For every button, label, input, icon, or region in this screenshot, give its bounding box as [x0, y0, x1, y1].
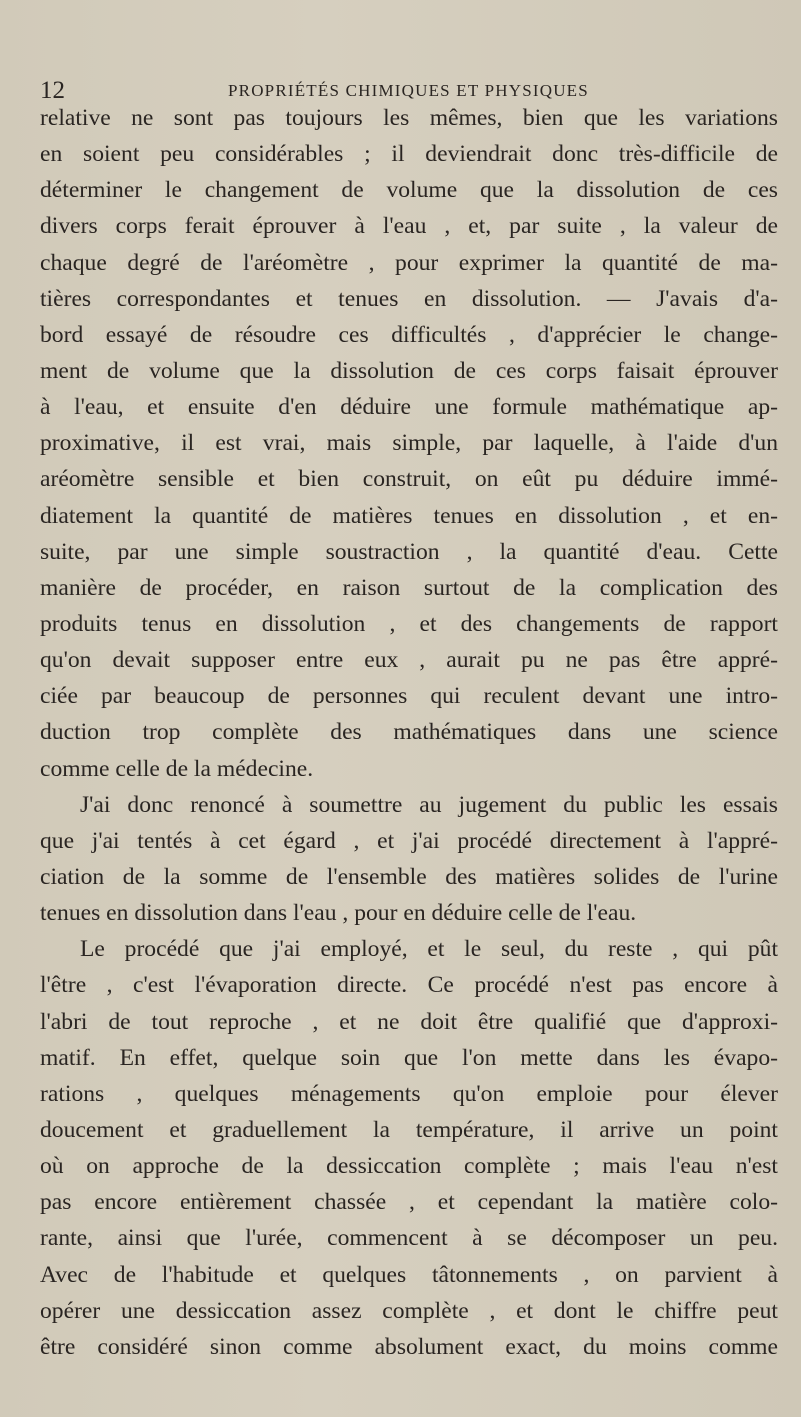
text-line: manière de procéder, en raison surtout de la complication des	[40, 574, 778, 601]
text-line: pas encore entièrement chassée , et cependant la matière colo-	[40, 1189, 778, 1216]
text-line: ment de volume que la dissolution de ces corps faisait éprouver	[40, 357, 778, 384]
text-line: à l'eau, et ensuite d'en déduire une formule mathématique ap-	[40, 394, 778, 421]
text-line: que j'ai tentés à cet égard , et j'ai procédé directement à l'appré-	[40, 827, 778, 854]
text-line: duction trop complète des mathématiques dans une science	[40, 719, 778, 746]
text-line: matif. En effet, quelque soin que l'on mette dans les évapo-	[40, 1044, 778, 1071]
text-line: ciation de la somme de l'ensemble des matières solides de l'urine	[40, 863, 778, 890]
text-line: divers corps ferait éprouver à l'eau , et, par suite , la valeur de	[40, 213, 778, 240]
text-line: tenues en dissolution dans l'eau , pour en déduire celle de l'eau.	[40, 900, 637, 927]
text-line: tières correspondantes et tenues en dissolution. — J'avais d'a-	[40, 285, 778, 312]
text-line: rations , quelques ménagements qu'on emploie pour élever	[40, 1080, 778, 1107]
text-line: proximative, il est vrai, mais simple, par laquelle, à l'aide d'un	[40, 430, 778, 457]
text-line: aréomètre sensible et bien construit, on eût pu déduire immé-	[40, 466, 778, 493]
text-line: diatement la quantité de matières tenues en dissolution , et en-	[40, 502, 778, 529]
text-line: déterminer le changement de volume que la dissolution de ces	[40, 177, 778, 204]
text-line: opérer une dessiccation assez complète , et dont le chiffre peut	[40, 1297, 778, 1324]
text-line: être considéré sinon comme absolument exact, du moins comme	[40, 1333, 778, 1360]
text-line: suite, par une simple soustraction , la quantité d'eau. Cette	[40, 538, 778, 565]
text-line: où on approche de la dessiccation complète ; mais l'eau n'est	[40, 1153, 778, 1180]
text-line: en soient peu considérables ; il deviendrait donc très-difficile de	[40, 141, 778, 168]
text-line: l'abri de tout reproche , et ne doit être qualifié que d'approxi-	[40, 1008, 778, 1035]
text-line: comme celle de la médecine.	[40, 755, 314, 782]
text-line: bord essayé de résoudre ces difficultés , d'apprécier le change-	[40, 321, 778, 348]
text-line: Avec de l'habitude et quelques tâtonnements , on parvient à	[40, 1261, 778, 1288]
text-line: l'être , c'est l'évaporation directe. Ce procédé n'est pas encore à	[40, 972, 778, 999]
text-line: ciée par beaucoup de personnes qui reculent devant une intro-	[40, 683, 778, 710]
text-line: J'ai donc renoncé à soumettre au jugement du public les essais	[80, 791, 778, 818]
text-line: Le procédé que j'ai employé, et le seul, du reste , qui pût	[80, 936, 778, 963]
text-line: produits tenus en dissolution , et des changements de rapport	[40, 610, 778, 637]
text-line: rante, ainsi que l'urée, commencent à se décomposer un peu.	[40, 1225, 778, 1252]
running-title: PROPRIÉTÉS CHIMIQUES ET PHYSIQUES	[228, 81, 589, 100]
body-text	[40, 100, 778, 1365]
text-line: qu'on devait supposer entre eux , aurait pu ne pas être appré-	[40, 647, 778, 674]
text-line: doucement et graduellement la température, il arrive un point	[40, 1116, 778, 1143]
text-line: chaque degré de l'aréomètre , pour exprimer la quantité de ma-	[40, 249, 778, 276]
page-number: 12	[40, 77, 65, 104]
text-line: relative ne sont pas toujours les mêmes, bien que les variations	[40, 105, 778, 131]
